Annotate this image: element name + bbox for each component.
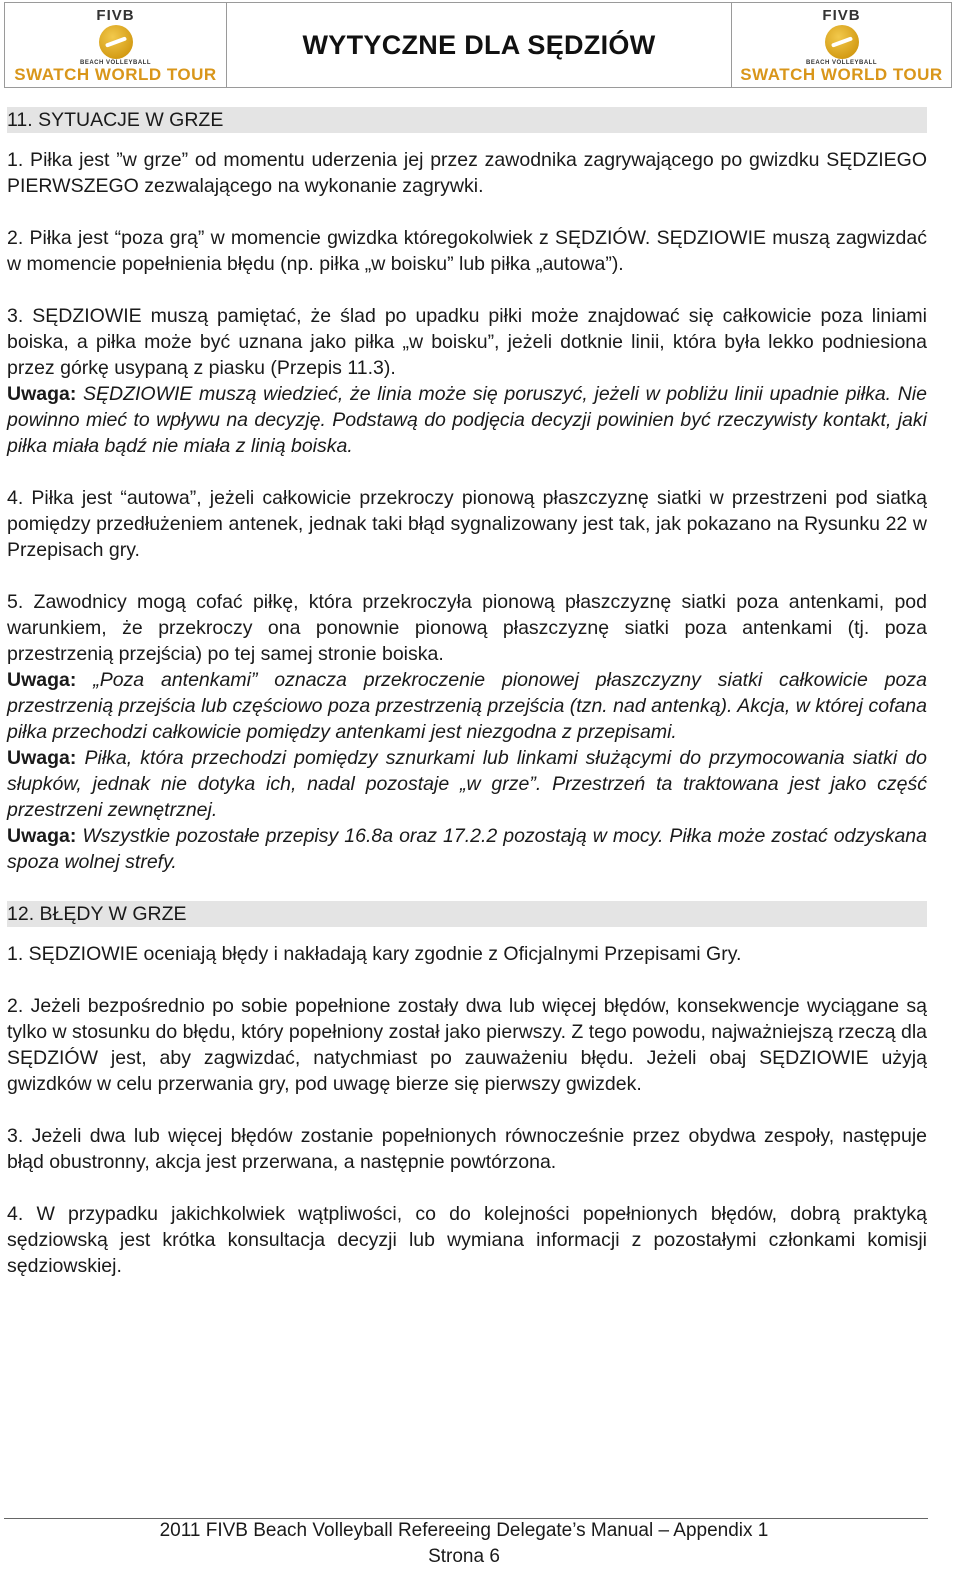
logo-tour-text: SWATCH WORLD TOUR [14,64,217,84]
note-11-5a [7,667,927,745]
note-label: Uwaga: [7,383,77,405]
paragraph-11-3: 3. SĘDZIOWIE muszą pamiętać, że ślad po upadku piłki może znajdować się całkowicie poza liniami boiska, a piłka może być uznana jako piłka „w boisku”, jeżeli dotknie linii, która była lekko podniesiona przez górkę usypaną z piasku (Przepis 11.3). [7,305,927,379]
note-text: Piłka, która przechodzi pomiędzy sznurkami lub linkami służącymi do przymocowania siatki do słupków, jednak nie dotyka ich, nadal pozostaje „w grze”. Przestrzeń ta traktowana jest jako część przestrzeni zewnętrznej. [7,747,927,821]
paragraph-11-4: 4. Piłka jest “autowa”, jeżeli całkowicie przekroczy pionową płaszczyznę siatki w przestrzeni pod siatką pomiędzy przedłużeniem antenek, jednak taki błąd sygnalizowany jest tak, jak pokazano na Rysunku 22 w Przepisach gry. [7,487,927,561]
section-heading-12: 12. BŁĘDY W GRZE [7,901,927,927]
note-text: SĘDZIOWIE muszą wiedzieć, że linia może się poruszyć, jeżeli w pobliżu linii upadnie piłka. Nie powinno mieć to wpływu na decyzję. Podstawą do podjęcia decyzji powinien być rzeczywisty kontakt, jaki piłka miała bądź nie miała z linią boiska. [7,383,927,457]
logo-org-text: FIVB [96,6,135,24]
paragraph-12-2: 2. Jeżeli bezpośrednio po sobie popełnione zostały dwa lub więcej błędów, konsekwencje wyciągane są tylko w stosunku do błędu, który popełniony został jako pierwszy. Z tego powodu, najważniejszą rzeczą dla SĘDZIÓW jest, aby zagwizdać, natychmiast po zauważeniu błędu. Jeżeli obaj SĘDZIOWIE użyją gwizdków w celu przerwania gry, pod uwagę bierze się pierwszy gwizdek. [7,995,927,1095]
section-heading-11: 11. SYTUACJE W GRZE [7,107,927,133]
note-11-5c [7,823,927,875]
note-text: „Poza antenkami” oznacza przekroczenie pionowej płaszczyzny siatki całkowicie poza przestrzenią przejścia lub częściowo poza przestrzenią przejścia (tzn. nad antenką). Akcja, w której cofana piłka przechodzi całkowicie pomiędzy antenkami jest niezgodna z przepisami. [7,669,927,743]
footer-divider [4,1518,928,1519]
volleyball-icon [99,25,133,59]
note-11-3 [7,381,927,459]
logo-sub-text: BEACH VOLLEYBALL [806,59,877,66]
volleyball-icon [825,25,859,59]
paragraph-11-5: 5. Zawodnicy mogą cofać piłkę, która przekroczyła pionową płaszczyznę siatki poza antenkami, pod warunkiem, że przekroczy ona ponownie pionową płaszczyznę siatki poza antenkami (tj. poza przestrzenią przejścia) po tej samej stronie boiska. [7,591,927,665]
header-title-cell [227,3,731,87]
note-text: Wszystkie pozostałe przepisy 16.8a oraz 17.2.2 pozostają w mocy. Piłka może zostać odzyskana spoza wolnej strefy. [7,825,927,873]
document-body [7,107,927,1305]
fivb-logo-right [731,3,951,87]
paragraph-12-4: 4. W przypadku jakichkolwiek wątpliwości, co do kolejności popełnionych błędów, dobrą praktyką sędziowską jest krótka konsultacja decyzji lub wymiana informacji z pozostałymi członkami komisji sędziowskiej. [7,1203,927,1277]
page-header [4,2,952,88]
footer-page-number: Strona 6 [428,1546,500,1567]
logo-org-text: FIVB [822,6,861,24]
paragraph-12-1: 1. SĘDZIOWIE oceniają błędy i nakładają kary zgodnie z Oficjalnymi Przepisami Gry. [7,943,742,965]
logo-tour-text: SWATCH WORLD TOUR [740,64,943,84]
paragraph-11-1: 1. Piłka jest ”w grze” od momentu uderzenia jej przez zawodnika zagrywającego po gwizdku SĘDZIEGO PIERWSZEGO zezwalającego na wykonanie zagrywki. [7,149,927,197]
document-title: WYTYCZNE DLA SĘDZIÓW [302,30,656,60]
note-label: Uwaga: [7,747,77,769]
paragraph-12-3: 3. Jeżeli dwa lub więcej błędów zostanie popełnionych równocześnie przez obydwa zespoły, następuje błąd obustronny, akcja jest przerwana, a następnie powtórzona. [7,1125,927,1173]
note-11-5b [7,745,927,823]
logo-sub-text: BEACH VOLLEYBALL [80,59,151,66]
fivb-logo-left [5,3,227,87]
note-label: Uwaga: [7,825,77,847]
paragraph-11-2: 2. Piłka jest “poza grą” w momencie gwizdka któregokolwiek z SĘDZIÓW. SĘDZIOWIE muszą zagwizdać w momencie popełnienia błędu (np. piłka „w boisku” lub piłka „autowa”). [7,227,927,275]
footer-manual-title: 2011 FIVB Beach Volleyball Refereeing Delegate’s Manual – Appendix 1 [159,1520,769,1541]
note-label: Uwaga: [7,669,77,691]
